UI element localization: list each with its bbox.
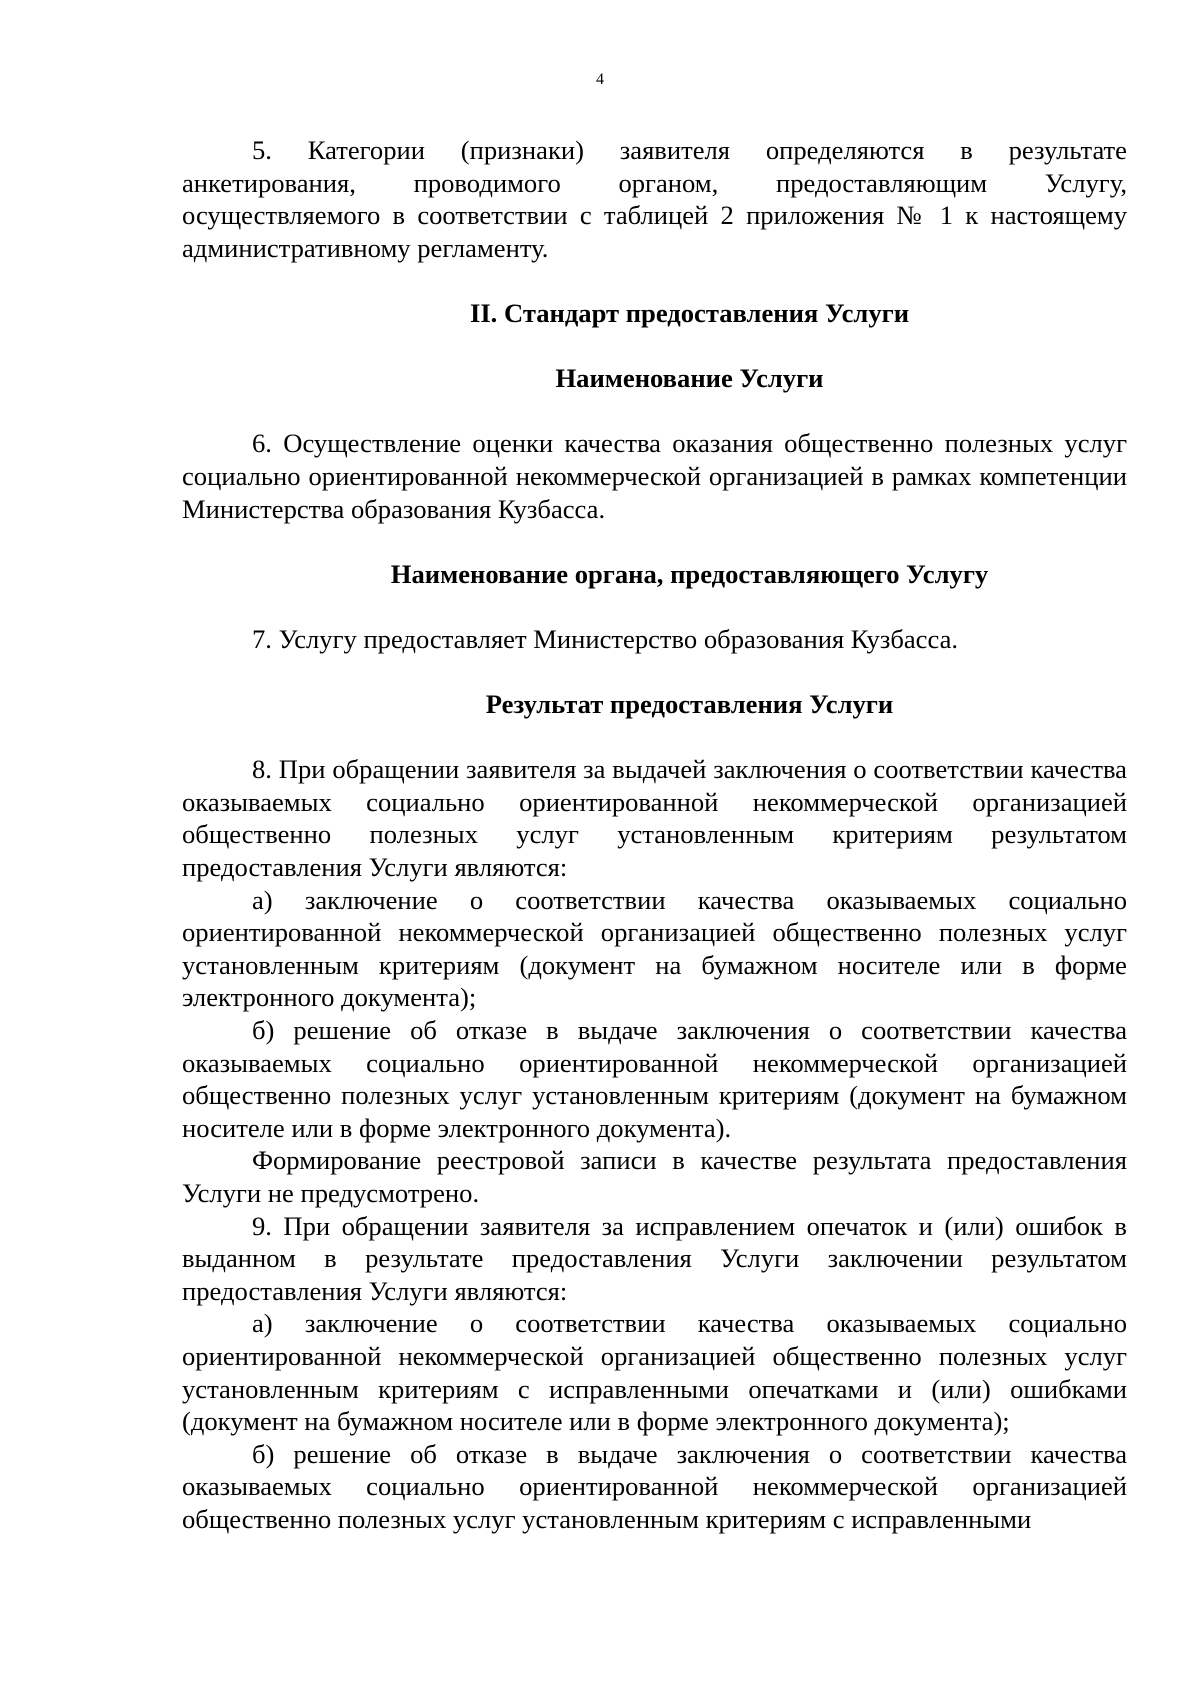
paragraph-8b: б) решение об отказе в выдаче заключения о соответствии качества оказываемых социально ориентированной некоммерческой организацией общественно полезных услуг установленным критериям (документ на бумажном носителе или в форме электронного документа). — [182, 1015, 1127, 1143]
spacer — [182, 330, 1127, 363]
subheading-service-name: Наименование Услуги — [555, 363, 824, 394]
paragraph-8a: а) заключение о соответствии качества оказываемых социально ориентированной некоммерческой организацией общественно полезных услуг установленным критериям (документ на бумажном носителе или в форме электронного документа); — [182, 884, 1127, 1013]
spacer — [182, 525, 1127, 558]
paragraph-5: 5. Категории (признаки) заявителя определяются в результате анкетирования, проводимого органом, предоставляющим Услугу, осуществляемого в соответствии с таблицей 2 приложения № 1 к настоящему административному регламенту. — [182, 135, 1127, 263]
page-number: 4 — [596, 71, 604, 88]
subheading-result: Результат предоставления Услуги — [485, 689, 894, 720]
subheading-authority: Наименование органа, предоставляющего Услугу — [390, 558, 989, 589]
section-heading-standard: II. Стандарт предоставления Услуги — [469, 297, 910, 328]
paragraph-9b: б) решение об отказе в выдаче заключения о соответствии качества оказываемых социально ориентированной некоммерческой организацией общественно полезных услуг установленным критериям с исправленными — [182, 1438, 1127, 1534]
spacer — [182, 590, 1127, 623]
spacer — [182, 264, 1127, 297]
spacer — [182, 721, 1127, 754]
paragraph-9: 9. При обращении заявителя за исправлением опечаток и (или) ошибок в выданном в результате предоставления Услуги заключении результатом предоставления Услуги являются: — [182, 1210, 1127, 1306]
paragraph-8: 8. При обращении заявителя за выдачей заключения о соответствии качества оказываемых социально ориентированной некоммерческой организацией общественно полезных услуг установленным критериям результатом предоставления Услуги являются: — [182, 754, 1127, 883]
paragraph-7: 7. Услугу предоставляет Министерство образования Кузбасса. — [252, 623, 959, 654]
document-body — [182, 134, 1127, 1536]
paragraph-registry-note: Формирование реестровой записи в качестве результата предоставления Услуги не предусмотрено. — [182, 1145, 1127, 1208]
paragraph-6: 6. Осуществление оценки качества оказания общественно полезных услуг социально ориентированной некоммерческой организацией в рамках компетенции Министерства образования Кузбасса. — [182, 428, 1127, 524]
spacer — [182, 656, 1127, 689]
paragraph-9a: а) заключение о соответствии качества оказываемых социально ориентированной некоммерческой организацией общественно полезных услуг установленным критериям с исправленными опечатками и (или) ошибками (документ на бумажном носителе или в форме электронного документа); — [182, 1308, 1127, 1437]
spacer — [182, 395, 1127, 428]
